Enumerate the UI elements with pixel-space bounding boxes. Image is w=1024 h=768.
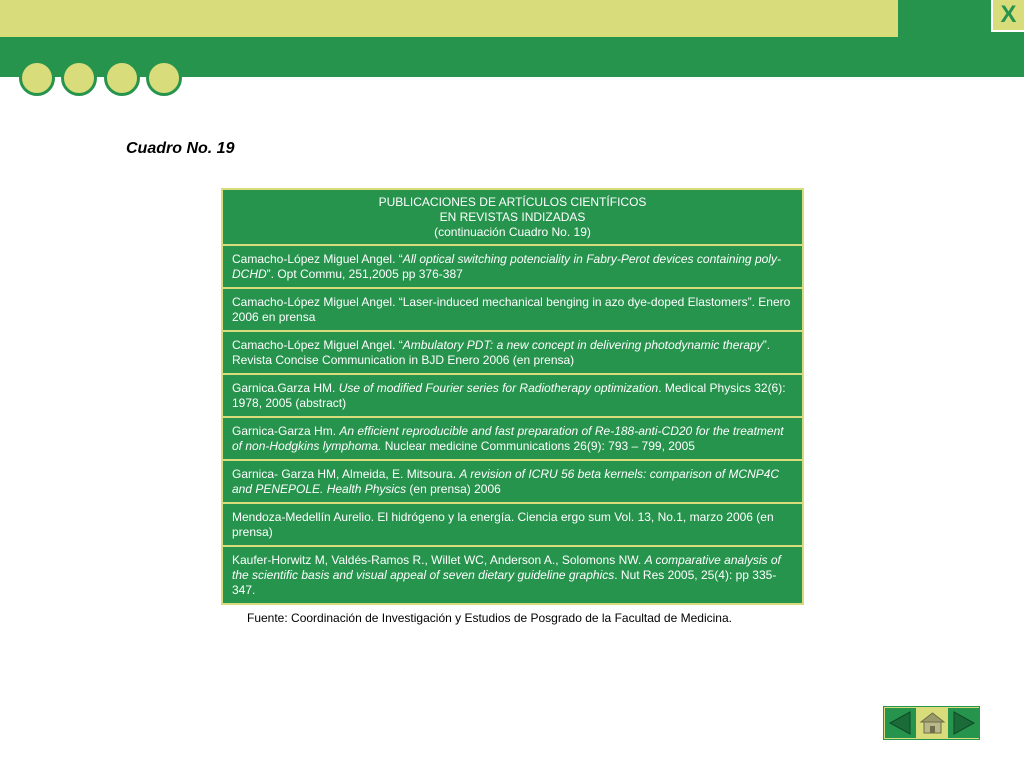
publication-text: ”. Opt Commu, 251,2005 pp 376-387 bbox=[266, 267, 463, 281]
dot-icon bbox=[104, 60, 140, 96]
publication-text: ”. Revista Concise Communication in BJD Enero 2006 (en prensa) bbox=[232, 338, 771, 367]
top-band bbox=[0, 0, 898, 37]
publication-cell bbox=[222, 374, 803, 417]
dot-icon bbox=[146, 60, 182, 96]
table-row bbox=[222, 417, 803, 460]
table-row bbox=[222, 288, 803, 331]
publication-text: . Medical Physics 32(6): 1978, 2005 (abstract) bbox=[232, 381, 786, 410]
table-row bbox=[222, 460, 803, 503]
previous-button[interactable] bbox=[885, 708, 916, 738]
home-icon bbox=[917, 708, 948, 738]
dot-icon bbox=[61, 60, 97, 96]
publication-cell bbox=[222, 546, 803, 604]
previous-arrow-icon bbox=[885, 708, 916, 738]
publication-cell bbox=[222, 288, 803, 331]
table-row bbox=[222, 245, 803, 288]
source-note: Fuente: Coordinación de Investigación y Estudios de Posgrado de la Facultad de Medicina. bbox=[247, 611, 732, 625]
dot-icon bbox=[19, 60, 55, 96]
publication-text: Garnica-Garza Hm. bbox=[232, 424, 340, 438]
next-arrow-icon bbox=[948, 708, 979, 738]
publication-title: A comparative analysis of the scientific basis and visual appeal of seven dietary guideline graphics bbox=[232, 553, 781, 582]
publication-cell bbox=[222, 460, 803, 503]
page-title: Cuadro No. 19 bbox=[126, 140, 235, 157]
next-button[interactable] bbox=[948, 708, 979, 738]
publication-text: Camacho-López Miguel Angel. “ bbox=[232, 252, 403, 266]
publication-text: Camacho-López Miguel Angel. “ bbox=[232, 338, 403, 352]
table-row bbox=[222, 546, 803, 604]
publication-text: Mendoza-Medellín Aurelio. El hidrógeno y la energía. Ciencia ergo sum Vol. 13, No.1, marzo 2006 (en prensa) bbox=[232, 510, 774, 539]
publication-text: . Nut Res 2005, 25(4): pp 335-347. bbox=[232, 568, 777, 597]
publication-cell bbox=[222, 331, 803, 374]
table-row bbox=[222, 331, 803, 374]
publication-text: Nuclear medicine Communications 26(9): 793 – 799, 2005 bbox=[381, 439, 695, 453]
header-line: (continuación Cuadro No. 19) bbox=[434, 225, 591, 239]
table-header bbox=[222, 189, 803, 245]
publication-title: Ambulatory PDT: a new concept in delivering photodynamic therapy bbox=[402, 338, 763, 352]
publication-title: All optical switching potenciality in Fabry-Perot devices containing poly-DCHD bbox=[232, 252, 781, 281]
publication-title: Use of modified Fourier series for Radiotherapy optimization bbox=[338, 381, 659, 395]
publication-text: Camacho-López Miguel Angel. “Laser-induced mechanical benging in azo dye-doped Elastomers”. Enero 2006 en prensa bbox=[232, 295, 791, 324]
header-line: EN REVISTAS INDIZADAS bbox=[439, 210, 586, 224]
publication-text: (en prensa) 2006 bbox=[406, 482, 501, 496]
publication-cell bbox=[222, 503, 803, 546]
publications-table bbox=[221, 188, 804, 605]
header-line: PUBLICACIONES DE ARTÍCULOS CIENTÍFICOS bbox=[378, 195, 647, 209]
publication-title: A revision of ICRU 56 beta kernels: comparison of MCNP4C and PENEPOLE. Health Physics bbox=[232, 467, 780, 496]
publication-text: Garnica.Garza HM. bbox=[232, 381, 339, 395]
publication-cell bbox=[222, 245, 803, 288]
table-body bbox=[222, 245, 803, 604]
navigation-bar bbox=[883, 706, 980, 740]
close-button[interactable]: X bbox=[991, 0, 1024, 32]
publication-text: Kaufer-Horwitz M, Valdés-Ramos R., Willet WC, Anderson A., Solomons NW. bbox=[232, 553, 645, 567]
table-header-row bbox=[222, 189, 803, 245]
publication-text: Garnica- Garza HM, Almeida, E. Mitsoura. bbox=[232, 467, 460, 481]
table-row bbox=[222, 374, 803, 417]
home-button[interactable] bbox=[917, 708, 948, 738]
publication-cell bbox=[222, 417, 803, 460]
publication-title: An efficient reproducible and fast preparation of Re-188-anti-CD20 for the treatment of non-Hodgkins lymphoma. bbox=[232, 424, 784, 453]
table-row bbox=[222, 503, 803, 546]
